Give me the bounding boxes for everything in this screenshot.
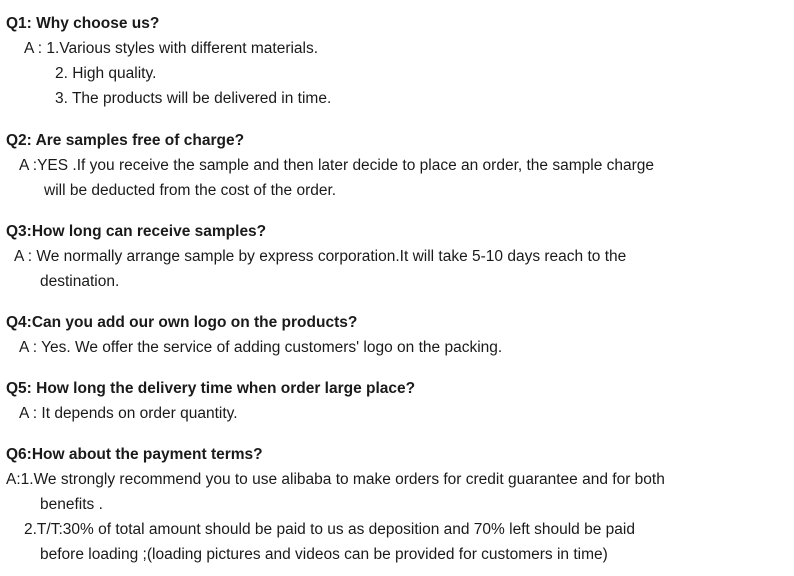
answer-2-line-1: A :YES .If you receive the sample and then later decide to place an order, the sample charge	[19, 157, 655, 174]
answer-4-line-1: A : Yes. We offer the service of adding customers' logo on the packing.	[19, 339, 503, 356]
question-3: Q3:How long can receive samples?	[6, 223, 267, 240]
question-5: Q5: How long the delivery time when order large place?	[6, 380, 416, 397]
answer-2-line-2: will be deducted from the cost of the order.	[44, 182, 337, 199]
question-6: Q6:How about the payment terms?	[6, 446, 263, 463]
question-1: Q1: Why choose us?	[6, 15, 160, 32]
answer-6-line-3: 2.T/T:30% of total amount should be paid to us as deposition and 70% left should be paid	[24, 521, 635, 538]
answer-3-line-2: destination.	[40, 273, 120, 290]
answer-6-line-4: before loading ;(loading pictures and videos can be provided for customers in time)	[40, 546, 608, 563]
answer-3-line-1: A : We normally arrange sample by express corporation.It will take 5-10 days reach to the	[14, 248, 627, 265]
answer-1-line-2: 2. High quality.	[55, 65, 157, 82]
question-2: Q2: Are samples free of charge?	[6, 132, 245, 149]
answer-1-line-3: 3. The products will be delivered in time.	[55, 90, 332, 107]
question-4: Q4:Can you add our own logo on the products?	[6, 314, 358, 331]
answer-6-line-2: benefits .	[40, 496, 103, 513]
answer-1-line-1: A : 1.Various styles with different materials.	[24, 40, 319, 57]
answer-5-line-1: A : It depends on order quantity.	[19, 405, 238, 422]
answer-6-line-1: A:1.We strongly recommend you to use alibaba to make orders for credit guarantee and for both	[6, 471, 665, 488]
